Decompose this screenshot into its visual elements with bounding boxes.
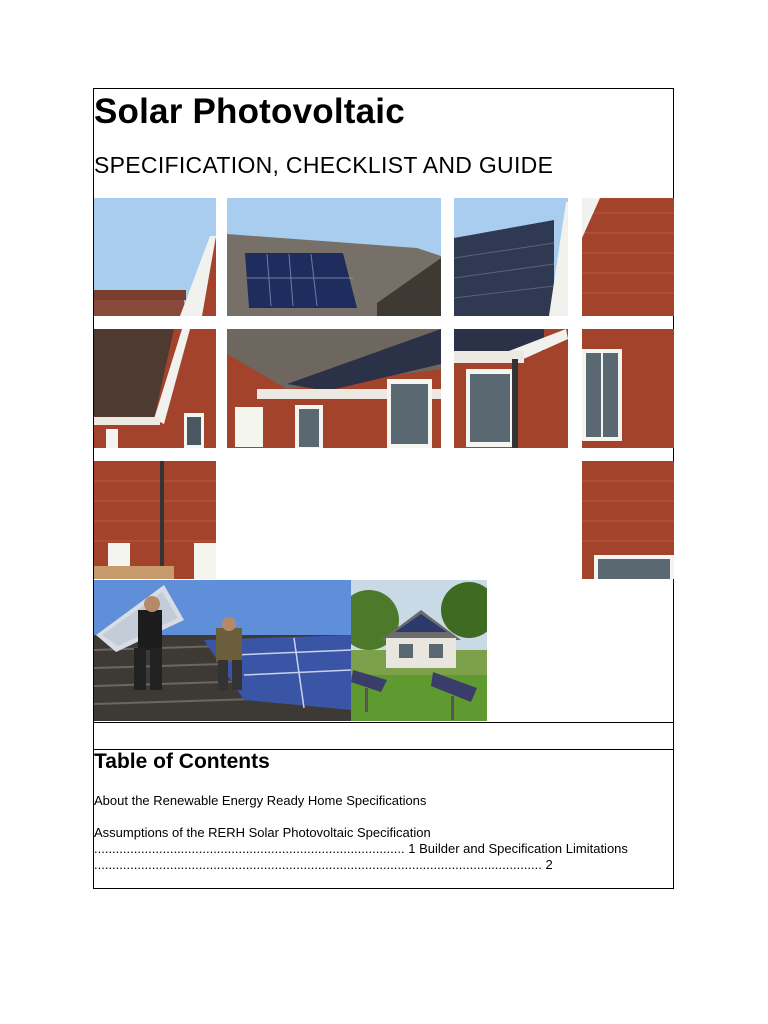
collage-tile	[94, 198, 216, 316]
collage-tile	[227, 198, 441, 316]
toc-entry[interactable]: Assumptions of the RERH Solar Photovoltaic Specification	[94, 825, 431, 840]
collage-tile	[94, 329, 216, 448]
document-title: Solar Photovoltaic	[94, 92, 405, 131]
installers-image	[94, 580, 351, 721]
collage-tile	[454, 198, 568, 316]
collage-tile	[227, 329, 441, 448]
collage-tile	[582, 461, 674, 579]
collage-tile	[94, 461, 216, 579]
document-subtitle: SPECIFICATION, CHECKLIST AND GUIDE	[94, 152, 554, 178]
collage-tile	[582, 329, 674, 448]
house-with-panels-image	[351, 580, 487, 721]
collage-tile	[454, 329, 568, 448]
toc-entry[interactable]: ............................................................................................................................ 2	[94, 857, 553, 872]
toc-entry[interactable]: ...................................................................................... 1 Builder and Specification Limitations	[94, 841, 628, 856]
toc-heading: Table of Contents	[94, 750, 270, 773]
collage-tile	[582, 198, 674, 316]
toc-entry[interactable]: About the Renewable Energy Ready Home Specifications	[94, 793, 427, 808]
divider-line	[94, 722, 674, 723]
